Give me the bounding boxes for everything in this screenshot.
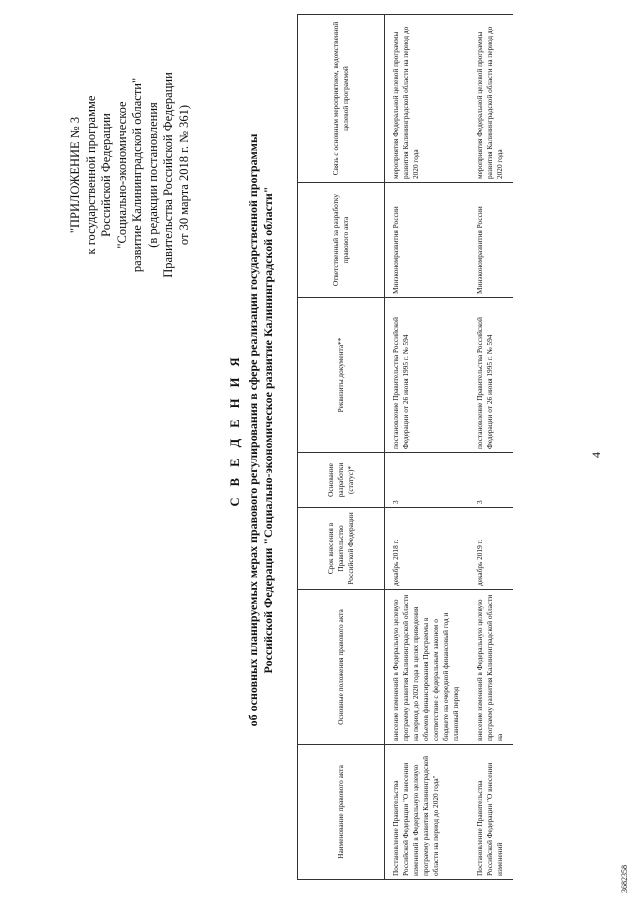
cell-responsible: Минэкономразвития России	[469, 183, 513, 298]
appendix-line: "ПРИЛОЖЕНИЕ № 3	[68, 116, 82, 234]
appendix-line: Российской Федерации	[99, 113, 113, 237]
cell-requisites: постановление Правительства Российской Федерации от 26 июня 1995 г. № 594	[385, 298, 470, 453]
appendix-line: развитие Калининградской области"	[130, 77, 144, 273]
appendix-line: Правительства Российской Федерации	[161, 72, 175, 278]
appendix-line: (в редакции постановления	[145, 102, 160, 248]
cell-responsible: Минэкономразвития России	[385, 183, 470, 298]
cell-act-name: Постановление Правительства Российской Федерации "О внесении изменений	[469, 745, 513, 880]
cell-basis: 3	[469, 453, 513, 508]
page-number: 4	[589, 452, 603, 458]
appendix-line: к государственной программе	[83, 95, 98, 255]
column-header: Срок внесения в Правительство Российской Федерации	[298, 508, 385, 590]
column-header: Наименование правового акта	[298, 745, 385, 880]
appendix-line: "Социально-экономическое	[114, 101, 129, 249]
regulation-table	[297, 14, 513, 880]
document-title: С В Е Д Е Н И Я	[228, 353, 242, 507]
cell-program-link: мероприятия Федеральной целевой программы развития Калининградской области на период до 2020 года	[469, 15, 513, 183]
document-code: 3682358	[620, 865, 629, 893]
cell-deadline: декабрь 2018 г.	[385, 508, 470, 590]
table-row	[469, 15, 513, 880]
cell-basis: 3	[385, 453, 470, 508]
document-subtitle-line-1: об основных планируемых мерах правового регулирования в сфере реализации государственной программы	[246, 133, 260, 727]
cell-deadline: декабрь 2019 г.	[469, 508, 513, 590]
column-header: Ответственный за разработку правового акта	[298, 183, 385, 298]
column-header: Реквизиты документа**	[298, 298, 385, 453]
cell-provisions: внесение изменений в Федеральную целевую программу развития Калининградской области на период до 2020 года в целях приведения объемов финансирования Программы в соответствие с федеральным законом о бюджете на очередной финансовый год и плановый период	[385, 590, 470, 745]
column-header: Основные положения правового акта	[298, 590, 385, 745]
table-row	[385, 15, 470, 880]
document-subtitle-line-2: Российской Федерации "Социально-экономическое развитие Калининградской области"	[261, 186, 275, 674]
cell-program-link: мероприятия Федеральной целевой программы развития Калининградской области на период до 2020 года	[385, 15, 470, 183]
document-heading	[228, 105, 276, 755]
appendix-line: от 30 марта 2018 г. № 361)	[176, 104, 191, 246]
column-header: Основание разработки (статус)*	[298, 453, 385, 508]
cell-provisions: внесение изменений в Федеральную целевую программу развития Калининградской области на	[469, 590, 513, 745]
cell-requisites: постановление Правительства Российской Федерации от 26 июня 1995 г. № 594	[469, 298, 513, 453]
cell-act-name: Постановление Правительства Российской Федерации "О внесении изменений в Федеральную целевую программу развития Калининградской области на период до 2020 года"	[385, 745, 470, 880]
table-header-row	[298, 15, 385, 880]
column-header: Связь с основным мероприятием, ведомственной целевой программой	[298, 15, 385, 183]
appendix-block	[68, 30, 192, 320]
